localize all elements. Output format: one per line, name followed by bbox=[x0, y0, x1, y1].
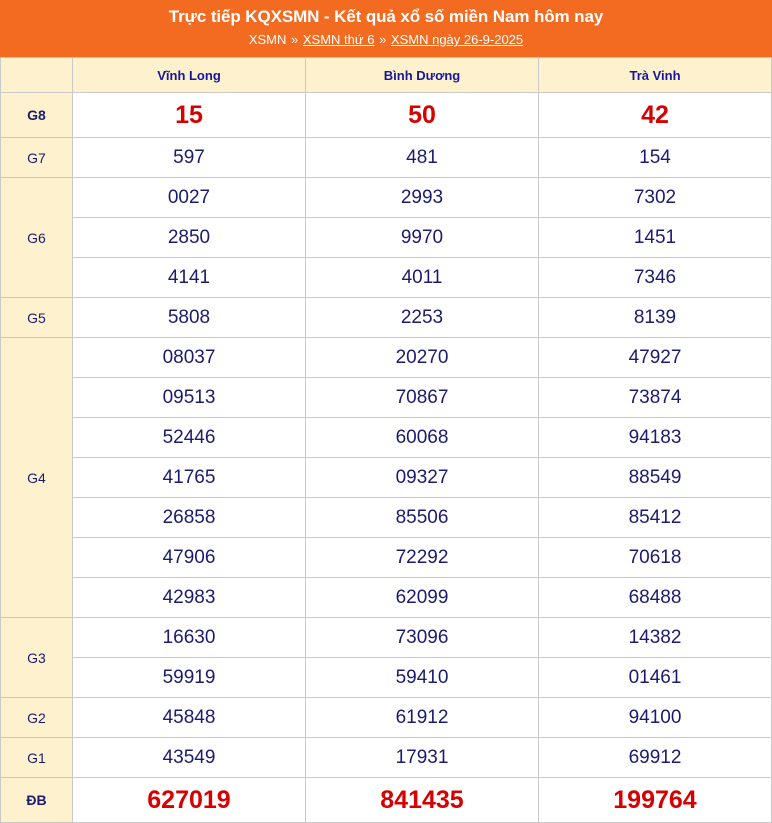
table-corner-cell bbox=[1, 58, 73, 93]
prize-numbers: 69912 bbox=[539, 738, 772, 778]
prize-label: ĐB bbox=[1, 778, 73, 823]
prize-numbers: 70618 bbox=[539, 538, 772, 578]
prize-numbers: 47927 bbox=[539, 338, 772, 378]
prize-numbers: 154 bbox=[539, 138, 772, 178]
prize-numbers: 94183 bbox=[539, 418, 772, 458]
prize-numbers: 85412 bbox=[539, 498, 772, 538]
prize-numbers: 85506 bbox=[306, 498, 539, 538]
prize-numbers: 72292 bbox=[306, 538, 539, 578]
prize-numbers: 20270 bbox=[306, 338, 539, 378]
breadcrumb bbox=[4, 30, 768, 49]
table-row bbox=[1, 658, 772, 698]
prize-numbers: 68488 bbox=[539, 578, 772, 618]
prize-numbers: 09513 bbox=[73, 378, 306, 418]
prize-numbers: 841435 bbox=[306, 778, 539, 823]
prize-numbers: 4141 bbox=[73, 258, 306, 298]
prize-numbers: 17931 bbox=[306, 738, 539, 778]
table-row bbox=[1, 418, 772, 458]
prize-numbers: 15 bbox=[73, 93, 306, 138]
prize-numbers: 62099 bbox=[306, 578, 539, 618]
prize-numbers: 481 bbox=[306, 138, 539, 178]
prize-numbers: 47906 bbox=[73, 538, 306, 578]
table-row bbox=[1, 538, 772, 578]
prize-numbers: 73096 bbox=[306, 618, 539, 658]
prize-numbers: 01461 bbox=[539, 658, 772, 698]
table-row bbox=[1, 618, 772, 658]
province-header-3: Trà Vinh bbox=[539, 58, 772, 93]
prize-numbers: 16630 bbox=[73, 618, 306, 658]
province-header-1: Vĩnh Long bbox=[73, 58, 306, 93]
table-row bbox=[1, 738, 772, 778]
prize-numbers: 627019 bbox=[73, 778, 306, 823]
prize-numbers: 8139 bbox=[539, 298, 772, 338]
results-table bbox=[0, 57, 772, 823]
breadcrumb-item-date[interactable]: XSMN ngày 26-9-2025 bbox=[390, 32, 524, 47]
prize-numbers: 2253 bbox=[306, 298, 539, 338]
table-row bbox=[1, 458, 772, 498]
prize-numbers: 2993 bbox=[306, 178, 539, 218]
table-row bbox=[1, 578, 772, 618]
prize-label: G8 bbox=[1, 93, 73, 138]
table-row bbox=[1, 93, 772, 138]
table-row bbox=[1, 338, 772, 378]
table-row bbox=[1, 178, 772, 218]
prize-numbers: 41765 bbox=[73, 458, 306, 498]
prize-numbers: 4011 bbox=[306, 258, 539, 298]
prize-numbers: 59410 bbox=[306, 658, 539, 698]
prize-numbers: 88549 bbox=[539, 458, 772, 498]
prize-numbers: 70867 bbox=[306, 378, 539, 418]
prize-numbers: 0027 bbox=[73, 178, 306, 218]
prize-numbers: 43549 bbox=[73, 738, 306, 778]
prize-numbers: 09327 bbox=[306, 458, 539, 498]
breadcrumb-separator: » bbox=[291, 32, 299, 47]
prize-label: G5 bbox=[1, 298, 73, 338]
prize-numbers: 597 bbox=[73, 138, 306, 178]
prize-numbers: 42983 bbox=[73, 578, 306, 618]
prize-label: G7 bbox=[1, 138, 73, 178]
page-header bbox=[0, 0, 772, 57]
breadcrumb-item-weekday[interactable]: XSMN thứ 6 bbox=[302, 32, 375, 47]
prize-numbers: 199764 bbox=[539, 778, 772, 823]
prize-label: G1 bbox=[1, 738, 73, 778]
table-row bbox=[1, 138, 772, 178]
prize-numbers: 60068 bbox=[306, 418, 539, 458]
prize-label: G4 bbox=[1, 338, 73, 618]
prize-numbers: 7346 bbox=[539, 258, 772, 298]
prize-numbers: 14382 bbox=[539, 618, 772, 658]
breadcrumb-item-xsmn: XSMN bbox=[248, 32, 287, 47]
province-header-2: Bình Dương bbox=[306, 58, 539, 93]
prize-numbers: 45848 bbox=[73, 698, 306, 738]
table-row bbox=[1, 298, 772, 338]
prize-numbers: 1451 bbox=[539, 218, 772, 258]
prize-numbers: 2850 bbox=[73, 218, 306, 258]
table-row bbox=[1, 218, 772, 258]
prize-numbers: 73874 bbox=[539, 378, 772, 418]
prize-numbers: 50 bbox=[306, 93, 539, 138]
prize-numbers: 9970 bbox=[306, 218, 539, 258]
prize-numbers: 5808 bbox=[73, 298, 306, 338]
prize-numbers: 59919 bbox=[73, 658, 306, 698]
prize-numbers: 61912 bbox=[306, 698, 539, 738]
prize-numbers: 42 bbox=[539, 93, 772, 138]
prize-label: G6 bbox=[1, 178, 73, 298]
prize-label: G3 bbox=[1, 618, 73, 698]
prize-label: G2 bbox=[1, 698, 73, 738]
table-row bbox=[1, 498, 772, 538]
table-row bbox=[1, 258, 772, 298]
prize-numbers: 94100 bbox=[539, 698, 772, 738]
prize-numbers: 7302 bbox=[539, 178, 772, 218]
table-row bbox=[1, 698, 772, 738]
table-row bbox=[1, 778, 772, 823]
table-header-row bbox=[1, 58, 772, 93]
breadcrumb-separator: » bbox=[379, 32, 387, 47]
prize-numbers: 26858 bbox=[73, 498, 306, 538]
page-title: Trực tiếp KQXSMN - Kết quả xổ số miền Nam hôm nay bbox=[168, 7, 604, 26]
table-row bbox=[1, 378, 772, 418]
prize-numbers: 08037 bbox=[73, 338, 306, 378]
prize-numbers: 52446 bbox=[73, 418, 306, 458]
